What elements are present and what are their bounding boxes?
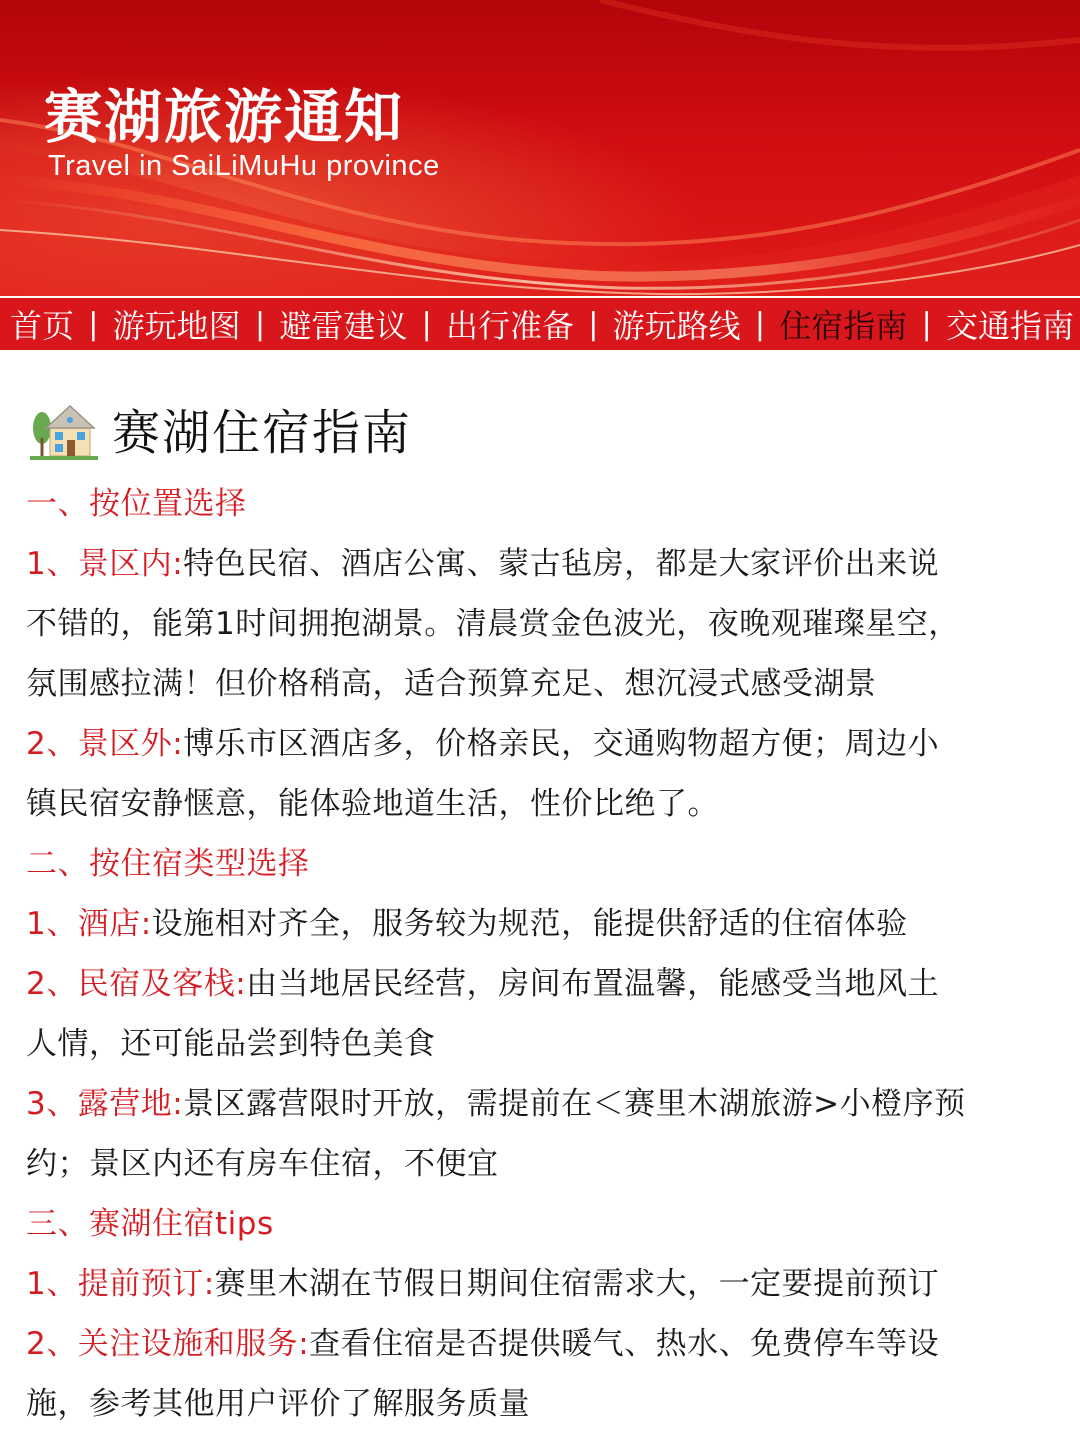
list-item	[26, 894, 1066, 954]
nav-item-map[interactable]: 游玩地图	[112, 307, 241, 345]
item-label: 1、酒店:	[26, 906, 152, 942]
nav-separator: |	[421, 306, 432, 342]
item-label: 3、露营地:	[26, 1086, 184, 1122]
nav-item-route[interactable]: 游玩路线	[612, 307, 741, 345]
item-text: 查看住宿是否提供暖气、热水、免费停车等设	[309, 1326, 940, 1362]
list-item	[26, 954, 1066, 1014]
nav-item-transport[interactable]: 交通指南	[945, 307, 1074, 345]
item-text: 约；景区内还有房车住宿，不便宜	[26, 1146, 499, 1182]
item-text: 人情，还可能品尝到特色美食	[26, 1026, 436, 1062]
list-item	[26, 1074, 1066, 1134]
item-text: 设施相对齐全，服务较为规范，能提供舒适的住宿体验	[151, 906, 908, 942]
nav-separator: |	[588, 306, 599, 342]
article-body	[26, 386, 1066, 1434]
item-text: 特色民宿、酒店公寓、蒙古毡房，都是大家评价出来说	[183, 546, 940, 582]
list-item	[26, 1254, 1066, 1314]
item-label: 1、景区内:	[26, 546, 184, 582]
section-heading: 三、赛湖住宿tips	[26, 1206, 274, 1242]
nav-separator: |	[254, 306, 266, 342]
list-item	[26, 714, 1066, 774]
item-text: 不错的，能第1时间拥抱湖景。清晨赏金色波光，夜晚观璀璨星空，	[26, 606, 960, 642]
nav-separator: |	[921, 306, 932, 342]
header-banner	[0, 0, 1080, 296]
nav-bar	[0, 296, 1080, 350]
nav-item-home[interactable]: 首页	[10, 307, 75, 345]
item-text: 镇民宿安静惬意，能体验地道生活，性价比绝了。	[26, 786, 719, 822]
nav-item-prep[interactable]: 出行准备	[445, 307, 574, 345]
banner-subtitle: Travel in SaiLiMuHu province	[48, 150, 440, 182]
list-item	[26, 534, 1066, 594]
section-heading: 一、按位置选择	[26, 486, 247, 522]
item-text: 由当地居民经营，房间布置温馨，能感受当地风土	[246, 966, 940, 1002]
item-text: 氛围感拉满！但价格稍高，适合预算充足、想沉浸式感受湖景	[26, 666, 877, 702]
item-label: 2、景区外:	[26, 726, 184, 762]
item-label: 2、关注设施和服务:	[26, 1326, 310, 1362]
nav-separator: |	[88, 306, 99, 342]
nav-item-tips[interactable]: 避雷建议	[279, 307, 408, 345]
banner-title: 赛湖旅游通知	[44, 83, 405, 151]
item-label: 1、提前预订:	[26, 1266, 215, 1302]
list-item	[26, 1314, 1066, 1374]
item-text: 景区露营限时开放，需提前在＜赛里木湖旅游>小橙序预	[183, 1086, 966, 1122]
page-heading	[26, 386, 1066, 470]
item-label: 2、民宿及客栈:	[26, 966, 247, 1002]
section-heading: 二、按住宿类型选择	[26, 846, 310, 882]
item-text: 施，参考其他用户评价了解服务质量	[26, 1386, 530, 1422]
nav-item-lodging[interactable]: 住宿指南	[779, 307, 908, 345]
item-text: 赛里木湖在节假日期间住宿需求大，一定要提前预订	[214, 1266, 940, 1302]
house-icon	[30, 394, 98, 462]
item-text: 博乐市区酒店多，价格亲民，交通购物超方便；周边小	[183, 726, 940, 762]
page-title: 赛湖住宿指南	[112, 404, 413, 461]
nav-separator: |	[754, 306, 766, 342]
